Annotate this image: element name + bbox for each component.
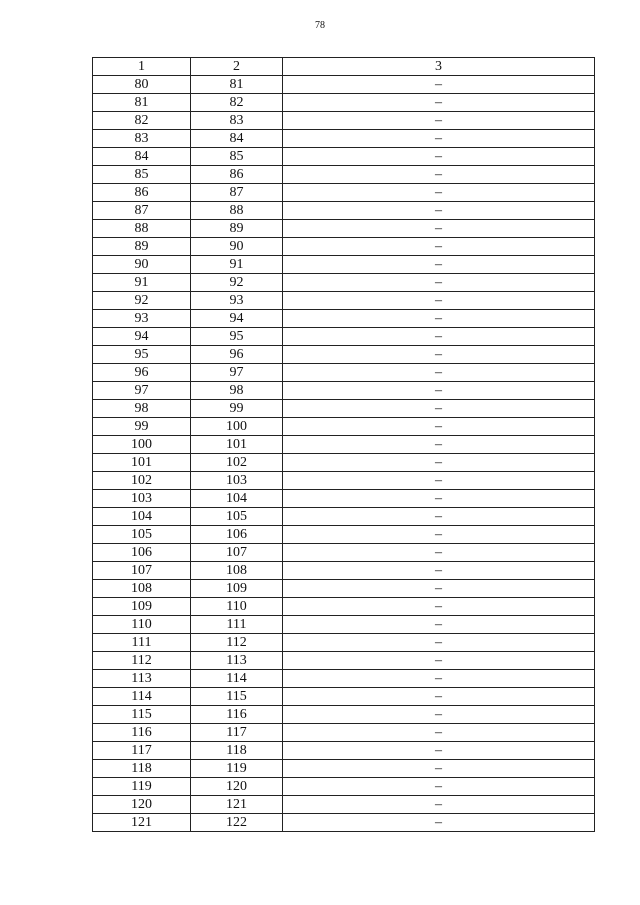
table-cell-col-2: 108 bbox=[191, 562, 283, 580]
table-cell-col-3: – bbox=[283, 580, 595, 598]
table-cell-col-1: 101 bbox=[93, 454, 191, 472]
table-cell-col-2: 95 bbox=[191, 328, 283, 346]
table-cell-col-2: 112 bbox=[191, 634, 283, 652]
table-cell-col-2: 98 bbox=[191, 382, 283, 400]
table-cell-col-1: 94 bbox=[93, 328, 191, 346]
table-cell-col-1: 80 bbox=[93, 76, 191, 94]
table-cell-col-2: 117 bbox=[191, 724, 283, 742]
table-cell-col-2: 86 bbox=[191, 166, 283, 184]
table-row bbox=[93, 94, 595, 112]
table-cell-col-3: – bbox=[283, 310, 595, 328]
table-cell-col-1: 97 bbox=[93, 382, 191, 400]
table-row bbox=[93, 706, 595, 724]
table-cell-col-1: 117 bbox=[93, 742, 191, 760]
table-cell-col-1: 115 bbox=[93, 706, 191, 724]
table-cell-col-2: 110 bbox=[191, 598, 283, 616]
table-cell-col-1: 118 bbox=[93, 760, 191, 778]
table-cell-col-2: 106 bbox=[191, 526, 283, 544]
table-cell-col-3: – bbox=[283, 814, 595, 832]
column-header-2: 2 bbox=[191, 58, 283, 76]
table-cell-col-2: 121 bbox=[191, 796, 283, 814]
table-cell-col-1: 106 bbox=[93, 544, 191, 562]
table-cell-col-2: 116 bbox=[191, 706, 283, 724]
table-cell-col-2: 84 bbox=[191, 130, 283, 148]
table-row bbox=[93, 652, 595, 670]
table-cell-col-1: 96 bbox=[93, 364, 191, 382]
table-row bbox=[93, 292, 595, 310]
table-cell-col-1: 119 bbox=[93, 778, 191, 796]
table-cell-col-2: 89 bbox=[191, 220, 283, 238]
table-cell-col-3: – bbox=[283, 130, 595, 148]
table-row bbox=[93, 400, 595, 418]
table-row bbox=[93, 742, 595, 760]
table-cell-col-2: 92 bbox=[191, 274, 283, 292]
table-cell-col-3: – bbox=[283, 202, 595, 220]
table-row bbox=[93, 238, 595, 256]
table-cell-col-1: 116 bbox=[93, 724, 191, 742]
table-cell-col-2: 105 bbox=[191, 508, 283, 526]
table-row bbox=[93, 112, 595, 130]
table-cell-col-1: 83 bbox=[93, 130, 191, 148]
table-row bbox=[93, 274, 595, 292]
table-cell-col-2: 119 bbox=[191, 760, 283, 778]
table-cell-col-2: 97 bbox=[191, 364, 283, 382]
table-row bbox=[93, 688, 595, 706]
table-row bbox=[93, 184, 595, 202]
table-row bbox=[93, 382, 595, 400]
table-cell-col-3: – bbox=[283, 742, 595, 760]
table-cell-col-3: – bbox=[283, 436, 595, 454]
table-cell-col-2: 114 bbox=[191, 670, 283, 688]
table-cell-col-3: – bbox=[283, 382, 595, 400]
table-cell-col-3: – bbox=[283, 544, 595, 562]
table-cell-col-1: 100 bbox=[93, 436, 191, 454]
table-cell-col-1: 85 bbox=[93, 166, 191, 184]
table-cell-col-1: 103 bbox=[93, 490, 191, 508]
table-cell-col-3: – bbox=[283, 238, 595, 256]
table-row bbox=[93, 598, 595, 616]
table-cell-col-1: 104 bbox=[93, 508, 191, 526]
table-header bbox=[93, 58, 595, 76]
table-cell-col-2: 88 bbox=[191, 202, 283, 220]
table-cell-col-3: – bbox=[283, 184, 595, 202]
table-cell-col-1: 92 bbox=[93, 292, 191, 310]
table-cell-col-3: – bbox=[283, 256, 595, 274]
table-cell-col-3: – bbox=[283, 652, 595, 670]
table-cell-col-3: – bbox=[283, 418, 595, 436]
table-cell-col-2: 118 bbox=[191, 742, 283, 760]
table-cell-col-2: 96 bbox=[191, 346, 283, 364]
table-cell-col-1: 109 bbox=[93, 598, 191, 616]
table-cell-col-3: – bbox=[283, 490, 595, 508]
table-row bbox=[93, 418, 595, 436]
table-cell-col-3: – bbox=[283, 454, 595, 472]
table-row bbox=[93, 814, 595, 832]
table-cell-col-1: 98 bbox=[93, 400, 191, 418]
table-cell-col-1: 121 bbox=[93, 814, 191, 832]
table-row bbox=[93, 364, 595, 382]
table-row bbox=[93, 760, 595, 778]
table-cell-col-3: – bbox=[283, 616, 595, 634]
table-cell-col-3: – bbox=[283, 706, 595, 724]
table-cell-col-1: 114 bbox=[93, 688, 191, 706]
table-cell-col-1: 99 bbox=[93, 418, 191, 436]
table-cell-col-3: – bbox=[283, 112, 595, 130]
table-cell-col-3: – bbox=[283, 634, 595, 652]
table-row bbox=[93, 634, 595, 652]
table-row bbox=[93, 526, 595, 544]
table-cell-col-1: 102 bbox=[93, 472, 191, 490]
table-cell-col-3: – bbox=[283, 598, 595, 616]
table-cell-col-1: 95 bbox=[93, 346, 191, 364]
table-cell-col-3: – bbox=[283, 400, 595, 418]
table-cell-col-3: – bbox=[283, 778, 595, 796]
table-cell-col-2: 100 bbox=[191, 418, 283, 436]
data-table bbox=[92, 57, 595, 832]
table-cell-col-2: 82 bbox=[191, 94, 283, 112]
table-cell-col-3: – bbox=[283, 274, 595, 292]
table-cell-col-2: 90 bbox=[191, 238, 283, 256]
table-cell-col-2: 87 bbox=[191, 184, 283, 202]
table-row bbox=[93, 202, 595, 220]
table-cell-col-1: 112 bbox=[93, 652, 191, 670]
table-cell-col-3: – bbox=[283, 562, 595, 580]
table-cell-col-2: 99 bbox=[191, 400, 283, 418]
table-cell-col-3: – bbox=[283, 724, 595, 742]
table-cell-col-2: 107 bbox=[191, 544, 283, 562]
table-row bbox=[93, 346, 595, 364]
table-cell-col-1: 105 bbox=[93, 526, 191, 544]
table-cell-col-3: – bbox=[283, 346, 595, 364]
table-cell-col-2: 85 bbox=[191, 148, 283, 166]
table-cell-col-2: 115 bbox=[191, 688, 283, 706]
table-cell-col-1: 82 bbox=[93, 112, 191, 130]
table-row bbox=[93, 310, 595, 328]
column-header-1: 1 bbox=[93, 58, 191, 76]
table-cell-col-3: – bbox=[283, 148, 595, 166]
table-cell-col-3: – bbox=[283, 76, 595, 94]
table-body bbox=[93, 76, 595, 832]
table-cell-col-2: 94 bbox=[191, 310, 283, 328]
table-cell-col-3: – bbox=[283, 94, 595, 112]
table-cell-col-1: 90 bbox=[93, 256, 191, 274]
table-cell-col-1: 113 bbox=[93, 670, 191, 688]
table-row bbox=[93, 544, 595, 562]
table-header-row bbox=[93, 58, 595, 76]
table-cell-col-1: 88 bbox=[93, 220, 191, 238]
column-header-3: 3 bbox=[283, 58, 595, 76]
table-cell-col-3: – bbox=[283, 364, 595, 382]
table-cell-col-2: 104 bbox=[191, 490, 283, 508]
table-cell-col-2: 109 bbox=[191, 580, 283, 598]
table-row bbox=[93, 616, 595, 634]
table-row bbox=[93, 148, 595, 166]
table-row bbox=[93, 166, 595, 184]
table-row bbox=[93, 256, 595, 274]
table-cell-col-3: – bbox=[283, 526, 595, 544]
table-cell-col-2: 102 bbox=[191, 454, 283, 472]
table-cell-col-2: 91 bbox=[191, 256, 283, 274]
table-cell-col-3: – bbox=[283, 688, 595, 706]
table-cell-col-3: – bbox=[283, 220, 595, 238]
table-row bbox=[93, 328, 595, 346]
table-row bbox=[93, 508, 595, 526]
table-cell-col-1: 89 bbox=[93, 238, 191, 256]
table-cell-col-2: 113 bbox=[191, 652, 283, 670]
table-cell-col-3: – bbox=[283, 292, 595, 310]
table-cell-col-2: 81 bbox=[191, 76, 283, 94]
table-cell-col-3: – bbox=[283, 670, 595, 688]
table-cell-col-3: – bbox=[283, 166, 595, 184]
table-cell-col-1: 108 bbox=[93, 580, 191, 598]
table-row bbox=[93, 580, 595, 598]
table-cell-col-1: 84 bbox=[93, 148, 191, 166]
table-row bbox=[93, 472, 595, 490]
table-row bbox=[93, 130, 595, 148]
table-cell-col-2: 93 bbox=[191, 292, 283, 310]
table-cell-col-3: – bbox=[283, 796, 595, 814]
page-number: 78 bbox=[315, 20, 325, 31]
table-cell-col-1: 87 bbox=[93, 202, 191, 220]
table-cell-col-1: 91 bbox=[93, 274, 191, 292]
table-cell-col-1: 111 bbox=[93, 634, 191, 652]
table-cell-col-1: 120 bbox=[93, 796, 191, 814]
table-cell-col-2: 111 bbox=[191, 616, 283, 634]
table-cell-col-3: – bbox=[283, 472, 595, 490]
table-cell-col-3: – bbox=[283, 328, 595, 346]
table-row bbox=[93, 796, 595, 814]
table-cell-col-2: 103 bbox=[191, 472, 283, 490]
table-row bbox=[93, 454, 595, 472]
table-row bbox=[93, 220, 595, 238]
table-row bbox=[93, 724, 595, 742]
table-cell-col-3: – bbox=[283, 760, 595, 778]
table-row bbox=[93, 76, 595, 94]
table-row bbox=[93, 778, 595, 796]
table-row bbox=[93, 490, 595, 508]
table-cell-col-2: 120 bbox=[191, 778, 283, 796]
table-cell-col-2: 83 bbox=[191, 112, 283, 130]
table-cell-col-1: 93 bbox=[93, 310, 191, 328]
table-row bbox=[93, 670, 595, 688]
table-cell-col-1: 110 bbox=[93, 616, 191, 634]
table-row bbox=[93, 436, 595, 454]
table-cell-col-1: 81 bbox=[93, 94, 191, 112]
table-cell-col-3: – bbox=[283, 508, 595, 526]
table-cell-col-1: 107 bbox=[93, 562, 191, 580]
table-cell-col-2: 101 bbox=[191, 436, 283, 454]
table-cell-col-2: 122 bbox=[191, 814, 283, 832]
table-row bbox=[93, 562, 595, 580]
table-cell-col-1: 86 bbox=[93, 184, 191, 202]
